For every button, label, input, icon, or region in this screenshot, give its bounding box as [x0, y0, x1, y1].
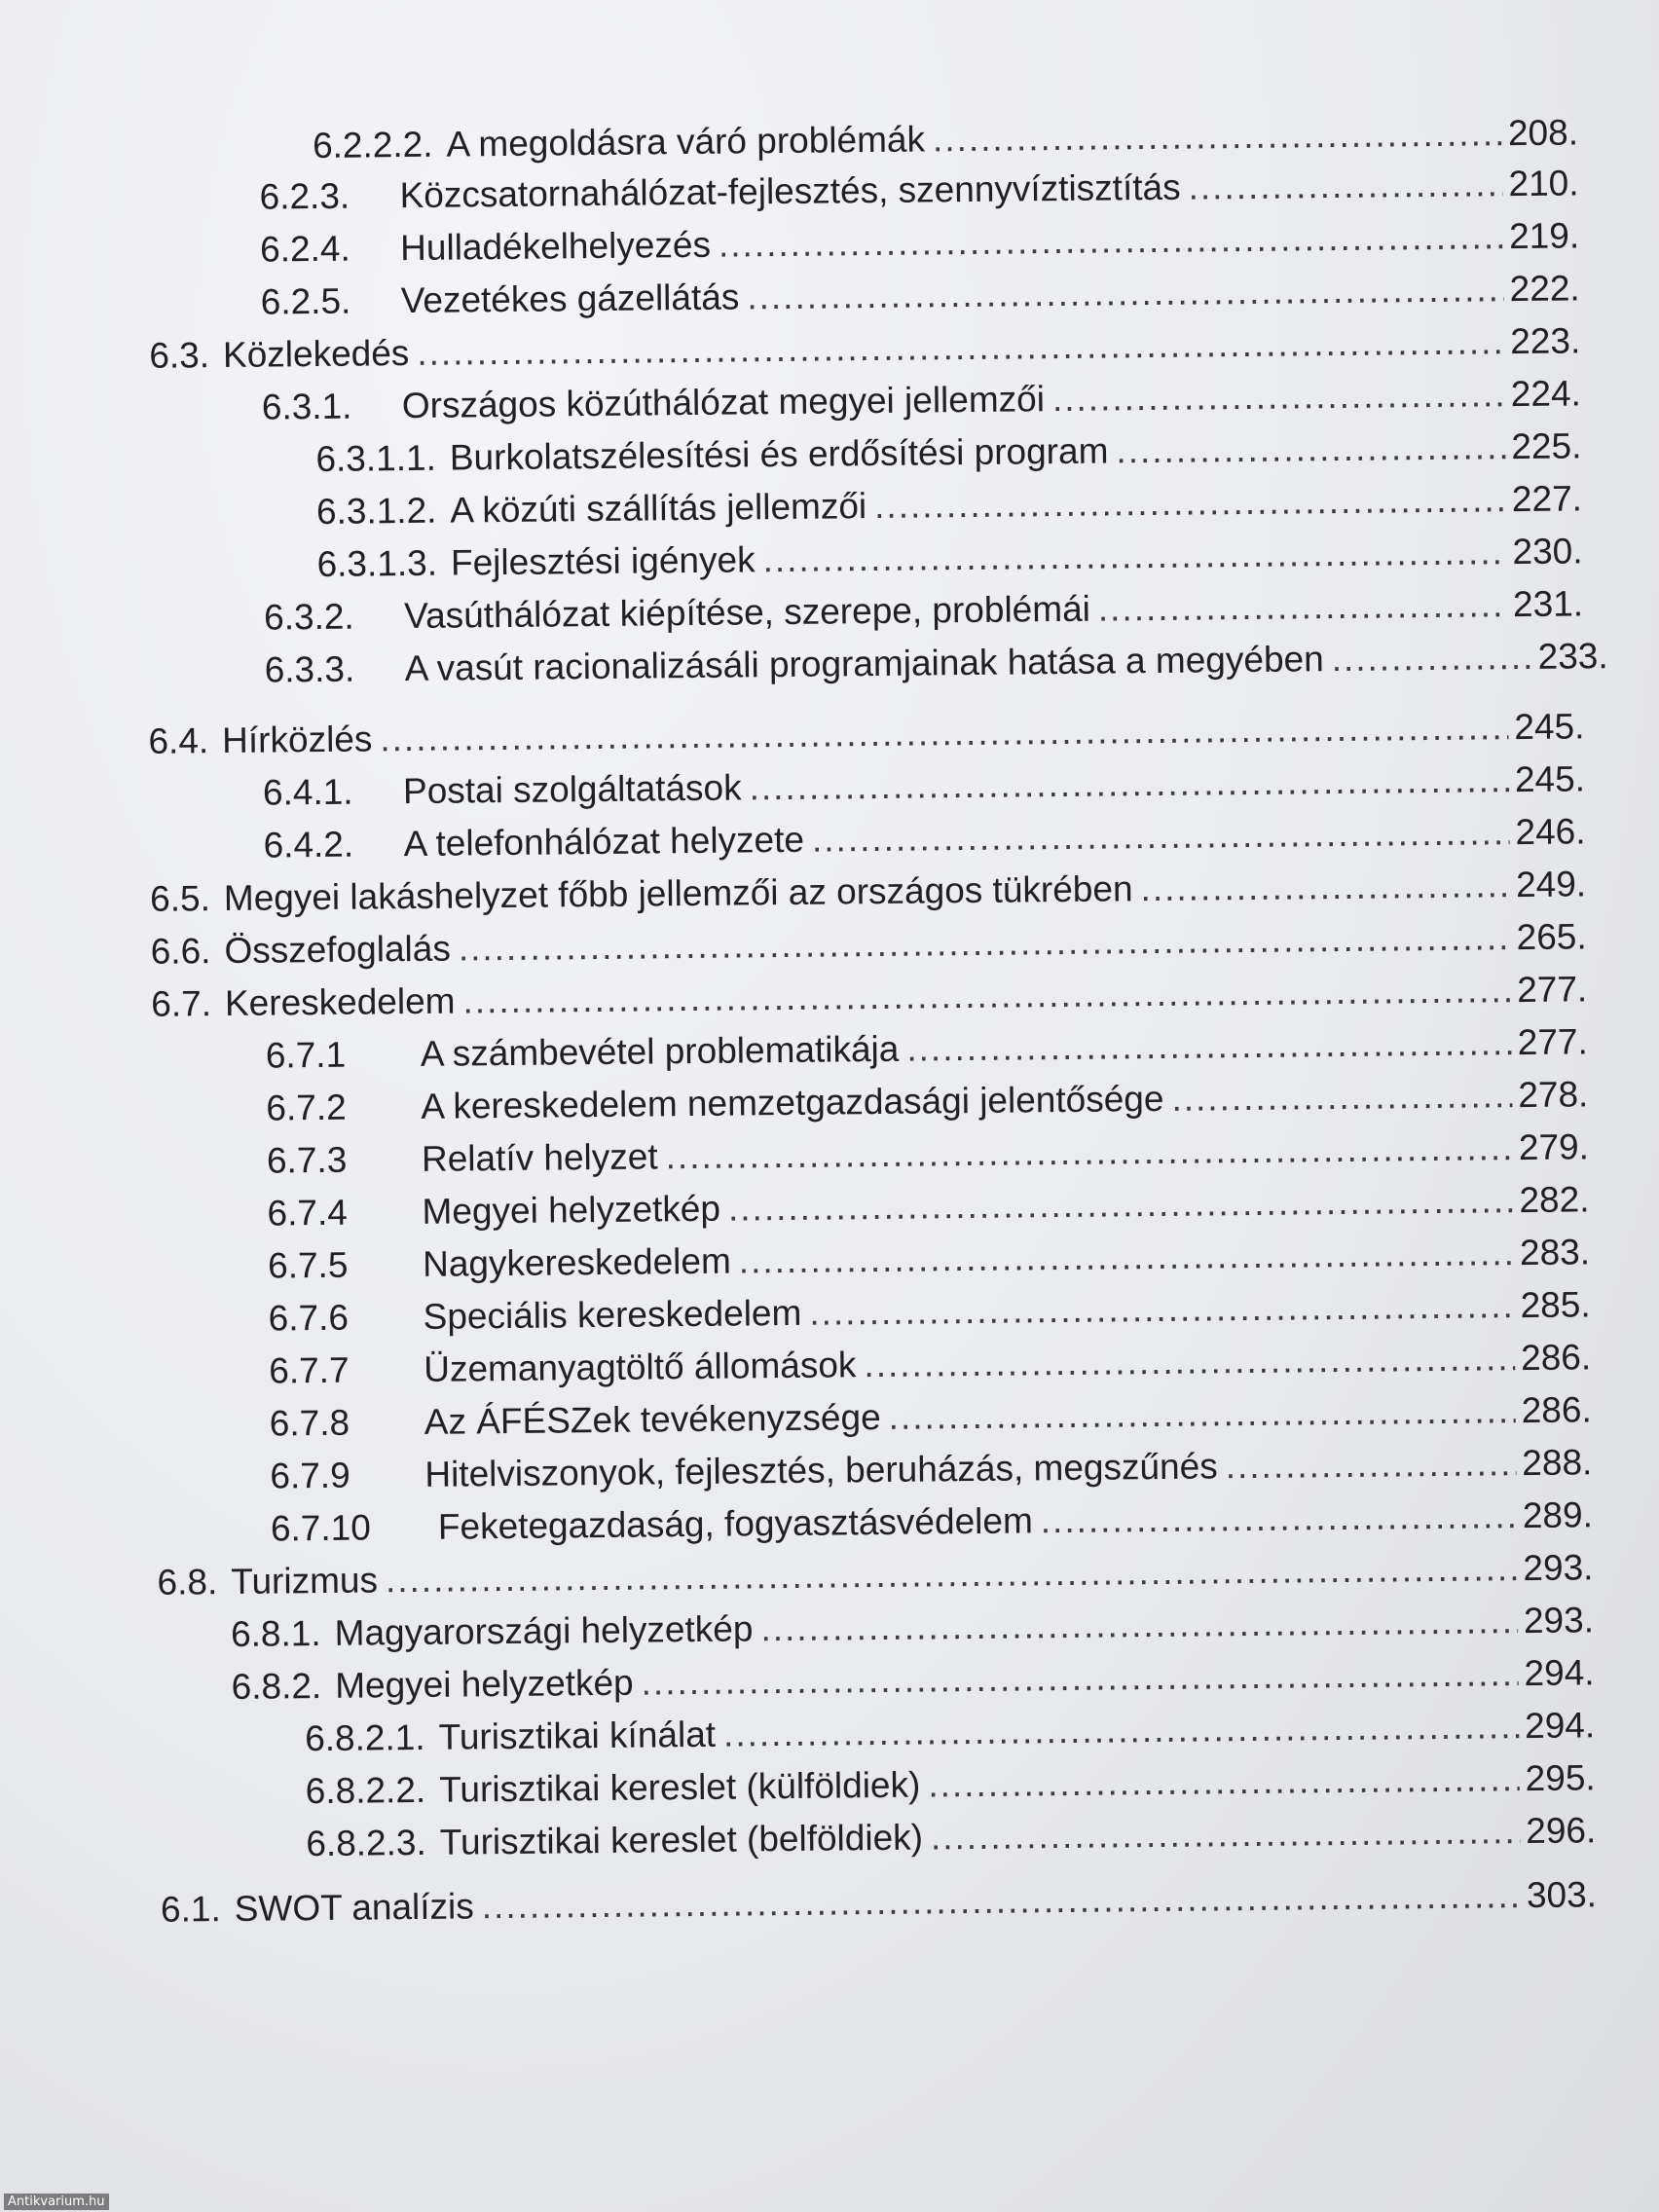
toc-entry	[306, 1807, 1596, 1867]
toc-entry-title: Vasúthálózat kiépítése, szerepe, problémái	[403, 588, 1091, 637]
toc-entry-page: 230.	[1512, 531, 1583, 572]
toc-entry-number: 6.2.4.	[259, 228, 350, 270]
toc-entry-number: 6.7.7	[269, 1349, 350, 1391]
toc-entry-page: 294.	[1524, 1652, 1595, 1694]
toc-entry-title: Összefoglalás	[224, 928, 452, 972]
toc-entry-title: A kereskedelem nemzetgazdasági jelentősége	[421, 1078, 1164, 1126]
toc-entry	[269, 1334, 1591, 1394]
toc-entry-page: 285.	[1520, 1284, 1591, 1326]
toc-entry-title: Üzemanyagtöltő állomások	[424, 1345, 857, 1389]
toc-entry	[264, 633, 1607, 693]
toc-entry-page: 286.	[1521, 1389, 1592, 1431]
toc-entry	[305, 1702, 1595, 1762]
toc-leader-dots	[1225, 1440, 1516, 1490]
toc-entry-number: 6.3.1.2.	[315, 490, 437, 532]
toc-entry-page: 222.	[1509, 268, 1580, 310]
toc-entry-page: 303.	[1526, 1874, 1598, 1916]
toc-entry-title: Postai szolgáltatások	[402, 767, 742, 812]
toc-entry-number: 6.8.1.	[230, 1613, 321, 1654]
toc-leader-dots	[762, 529, 1506, 583]
toc-entry-number: 6.6.	[150, 931, 211, 972]
toc-entry	[148, 703, 1584, 764]
toc-entry-page: 233.	[1537, 636, 1608, 677]
toc-entry-title: Az ÁFÉSZek tevékenyzsége	[424, 1396, 881, 1442]
toc-leader-dots	[888, 1387, 1516, 1441]
toc-entry-number: 6.3.1.3.	[316, 542, 438, 584]
toc-entry-number: 6.3.2.	[263, 596, 354, 638]
toc-leader-dots	[812, 809, 1510, 864]
toc-entry-page: 265.	[1516, 916, 1587, 958]
toc-entry	[268, 1281, 1590, 1342]
toc-entry-number: 6.8.2.3.	[306, 1822, 426, 1864]
toc-entry-page: 277.	[1517, 1021, 1588, 1063]
toc-leader-dots	[1116, 424, 1505, 474]
toc-entry	[157, 1544, 1593, 1605]
toc-entry	[161, 1871, 1597, 1933]
toc-entry	[316, 475, 1582, 535]
toc-entry-number: 6.5.	[149, 878, 211, 919]
toc-entry	[267, 1124, 1589, 1184]
toc-entry-title: Országos közúthálózat megyei jellemzői	[401, 379, 1046, 426]
toc-entry-number: 6.8.2.	[231, 1666, 322, 1707]
toc-entry	[313, 109, 1578, 169]
toc-entry	[270, 1386, 1592, 1447]
toc-entry	[266, 1071, 1588, 1131]
toc-entry-number: 6.2.3.	[259, 175, 350, 217]
toc-entry-title: Feketegazdaság, fogyasztásvédelem	[437, 1500, 1033, 1547]
toc-entry-number: 6.7.2	[266, 1087, 347, 1128]
toc-leader-dots	[739, 1230, 1515, 1284]
toc-entry-title: A számbevétel problematikája	[420, 1028, 900, 1074]
toc-entry-page: 227.	[1511, 478, 1583, 520]
toc-entry-title: Kereskedelem	[224, 980, 456, 1024]
toc-entry-page: 294.	[1524, 1705, 1596, 1747]
toc-leader-dots	[747, 266, 1504, 320]
toc-entry-title: Megyei helyzetkép	[422, 1188, 721, 1232]
toc-leader-dots	[386, 1545, 1518, 1604]
toc-entry-page: 223.	[1510, 320, 1581, 362]
toc-entry-number: 6.7.9	[270, 1455, 350, 1496]
toc-entry-title: Turisztikai kereslet (belföldiek)	[439, 1817, 924, 1862]
toc-entry	[267, 1176, 1589, 1236]
toc-entry-title: A telefonhálózat helyzete	[403, 819, 805, 865]
toc-entry-title: Közlekedés	[222, 332, 410, 375]
toc-entry-number: 6.7.8	[269, 1402, 350, 1444]
toc-entry	[266, 1018, 1588, 1079]
toc-entry-number: 6.3.1.	[261, 386, 352, 427]
toc-entry	[231, 1597, 1594, 1658]
toc-entry-number: 6.7.	[151, 983, 212, 1024]
toc-entry-page: 219.	[1508, 215, 1580, 257]
toc-entry-page: 210.	[1508, 163, 1579, 204]
toc-leader-dots	[749, 756, 1509, 811]
toc-leader-dots	[864, 1335, 1515, 1388]
toc-entry-title: Turizmus	[231, 1560, 379, 1602]
toc-entry-title: Hírközlés	[221, 719, 373, 761]
toc-entry-title: Hulladékelhelyezés	[399, 224, 712, 269]
toc-leader-dots	[728, 1177, 1514, 1232]
toc-entry-page: 282.	[1519, 1179, 1590, 1221]
toc-leader-dots	[760, 1598, 1518, 1652]
toc-entry	[315, 423, 1581, 483]
toc-entry-title: Magyarországi helyzetkép	[334, 1608, 754, 1653]
toc-entry-page: 293.	[1523, 1547, 1594, 1589]
toc-entry-title: Megyei helyzetkép	[334, 1662, 634, 1706]
toc-entry-number: 6.4.2.	[263, 824, 354, 866]
toc-entry-number: 6.8.2.2.	[305, 1769, 426, 1812]
toc-entry-title: Burkolatszélesítési és erdősítési program	[449, 430, 1109, 478]
toc-leader-dots	[928, 1755, 1520, 1808]
toc-entry	[271, 1492, 1593, 1552]
toc-leader-dots	[459, 914, 1511, 972]
toc-leader-dots	[665, 1124, 1513, 1180]
toc-entry-title: A megoldásra váró problémák	[446, 119, 926, 165]
toc-entry	[270, 1439, 1592, 1499]
toc-leader-dots	[1140, 862, 1510, 912]
toc-entry-page: 286.	[1520, 1337, 1592, 1379]
toc-leader-dots	[906, 1019, 1512, 1073]
toc-entry-number: 6.4.1.	[262, 771, 353, 813]
toc-entry-title: SWOT analízis	[234, 1886, 474, 1929]
toc-entry-page: 225.	[1511, 425, 1582, 467]
toc-entry-title: Hitelviszonyok, fejlesztés, beruházás, megszűnés	[424, 1446, 1218, 1494]
toc-entry-page: 224.	[1510, 373, 1582, 415]
toc-entry	[151, 966, 1587, 1027]
watermark: Antikvarium.hu	[4, 2194, 109, 2210]
toc-leader-dots	[1188, 161, 1502, 210]
toc-entry	[264, 580, 1583, 641]
toc-entry-number: 6.3.	[149, 335, 210, 376]
toc-entry	[150, 861, 1586, 922]
toc-entry-page: 288.	[1522, 1442, 1593, 1484]
toc-entry	[263, 808, 1585, 868]
toc-entry-number: 6.7.10	[270, 1507, 372, 1549]
toc-leader-dots	[874, 476, 1506, 530]
toc-entry-number: 6.7.6	[268, 1297, 350, 1339]
toc-entry	[260, 212, 1579, 273]
toc-entry	[316, 528, 1582, 588]
toc-leader-dots	[719, 213, 1504, 268]
toc-entry-title: Közcsatornahálózat-fejlesztés, szennyvíztisztítás	[399, 166, 1181, 216]
toc-entry-title: A közúti szállítás jellemzői	[450, 486, 867, 531]
toc-entry-page: 296.	[1526, 1810, 1597, 1852]
toc-entry-number: 6.4.	[148, 720, 209, 761]
toc-entry-title: Nagykereskedelem	[422, 1240, 732, 1284]
toc-entry-number: 6.7.5	[267, 1244, 349, 1286]
toc-entry-title: Relatív helyzet	[421, 1136, 658, 1179]
toc-entry-number: 6.7.4	[267, 1192, 349, 1234]
toc-leader-dots	[723, 1703, 1520, 1758]
toc-entry-number: 6.1.	[160, 1889, 221, 1930]
toc-entry-title: Turisztikai kínálat	[438, 1714, 717, 1757]
toc-entry-page: 245.	[1514, 758, 1586, 800]
toc-entry-number: 6.8.	[157, 1562, 218, 1603]
toc-leader-dots	[482, 1872, 1522, 1930]
toc-entry-page: 295.	[1525, 1757, 1596, 1799]
toc-leader-dots	[809, 1282, 1515, 1337]
toc-entry-title: Speciális kereskedelem	[423, 1292, 802, 1337]
toc-entry-title: Megyei lakáshelyzet főbb jellemzői az országos tükrében	[223, 868, 1133, 919]
toc-entry-page: 279.	[1518, 1126, 1590, 1168]
toc-entry-page: 245.	[1514, 706, 1585, 748]
toc-entry-title: A vasút racionalizásáli programjainak hatása a megyében	[404, 639, 1324, 689]
toc-leader-dots	[1052, 371, 1505, 423]
toc-entry-page: 293.	[1523, 1600, 1595, 1641]
toc-entry	[260, 265, 1579, 325]
toc-leader-dots	[462, 967, 1511, 1024]
toc-leader-dots	[1098, 581, 1508, 632]
toc-leader-dots	[931, 1808, 1521, 1861]
toc-entry	[150, 913, 1586, 975]
toc-entry-page: 249.	[1515, 864, 1587, 905]
toc-entry	[149, 317, 1580, 379]
toc-entry-number: 6.3.3.	[264, 648, 355, 690]
toc-entry	[262, 370, 1581, 430]
toc-entry-number: 6.7.3	[266, 1139, 348, 1181]
toc-leader-dots	[1041, 1493, 1518, 1544]
toc-entry-title: Turisztikai kereslet (külföldiek)	[438, 1764, 921, 1810]
toc-entry-page: 289.	[1522, 1494, 1594, 1536]
toc-leader-dots	[641, 1650, 1518, 1706]
toc-entry	[259, 160, 1578, 220]
toc-leader-dots	[1171, 1072, 1512, 1123]
toc-entry-page: 246.	[1515, 811, 1586, 853]
toc-entry	[263, 756, 1585, 816]
toc-entry	[306, 1754, 1596, 1815]
toc-entry-number: 6.7.1	[265, 1034, 347, 1076]
toc-leader-dots	[1331, 634, 1531, 682]
toc-entry-page: 208.	[1507, 112, 1579, 154]
toc-leader-dots	[380, 704, 1509, 762]
toc-entry-title: Fejlesztési igények	[450, 539, 756, 583]
toc-entry-number: 6.3.1.1.	[315, 437, 437, 479]
toc-entry-page: 283.	[1519, 1232, 1591, 1273]
toc-entry-page: 277.	[1516, 969, 1588, 1011]
toc-entry-number: 6.8.2.1.	[304, 1716, 425, 1759]
toc-entry-title: Vezetékes gázellátás	[400, 276, 740, 321]
toc-entry-page: 278.	[1518, 1074, 1589, 1116]
toc-entry-page: 231.	[1512, 583, 1584, 625]
toc-leader-dots	[417, 318, 1504, 377]
toc-entry-number: 6.2.5.	[260, 280, 351, 322]
toc-leader-dots	[933, 110, 1502, 163]
toc-entry	[268, 1229, 1590, 1289]
toc-entry	[231, 1649, 1594, 1711]
toc-entry-number: 6.2.2.2.	[312, 124, 433, 166]
